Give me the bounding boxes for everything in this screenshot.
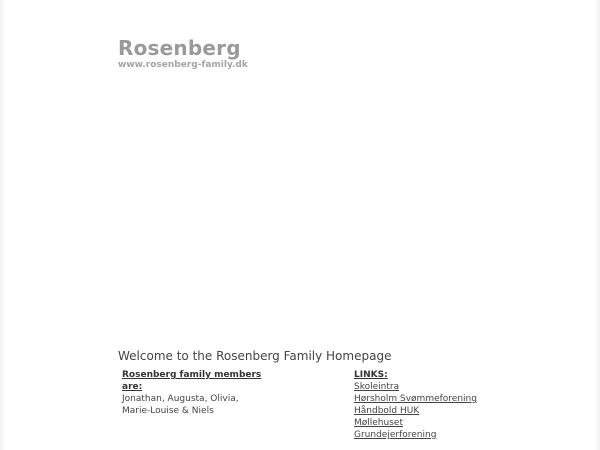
family-members-heading-line2: are: (122, 382, 143, 392)
link-grundejerforening[interactable]: Grundejerforening (354, 430, 437, 440)
link-horsholm-svommeforening[interactable]: Hørsholm Svømmeforening (354, 394, 477, 404)
link-mollehuset[interactable]: Møllehuset (354, 418, 403, 428)
site-url: www.rosenberg-family.dk (118, 60, 248, 70)
links-heading: LINKS: (354, 370, 388, 380)
links-section (354, 369, 494, 441)
left-edge-shade (0, 0, 6, 450)
family-members-heading (122, 369, 272, 393)
link-skoleintra[interactable]: Skoleintra (354, 382, 400, 392)
link-handbold-huk[interactable]: Håndbold HUK (354, 406, 420, 416)
site-title: Rosenberg (118, 36, 241, 60)
right-edge-shade (594, 0, 600, 450)
family-members-heading-line1: Rosenberg family members (122, 370, 262, 380)
welcome-heading: Welcome to the Rosenberg Family Homepage (118, 349, 392, 363)
family-members-names-line1: Jonathan, Augusta, Olivia, (122, 394, 239, 404)
family-members-names-line2: Marie-Louise & Niels (122, 406, 214, 416)
family-members-names (122, 393, 272, 417)
family-members-section (122, 369, 272, 417)
